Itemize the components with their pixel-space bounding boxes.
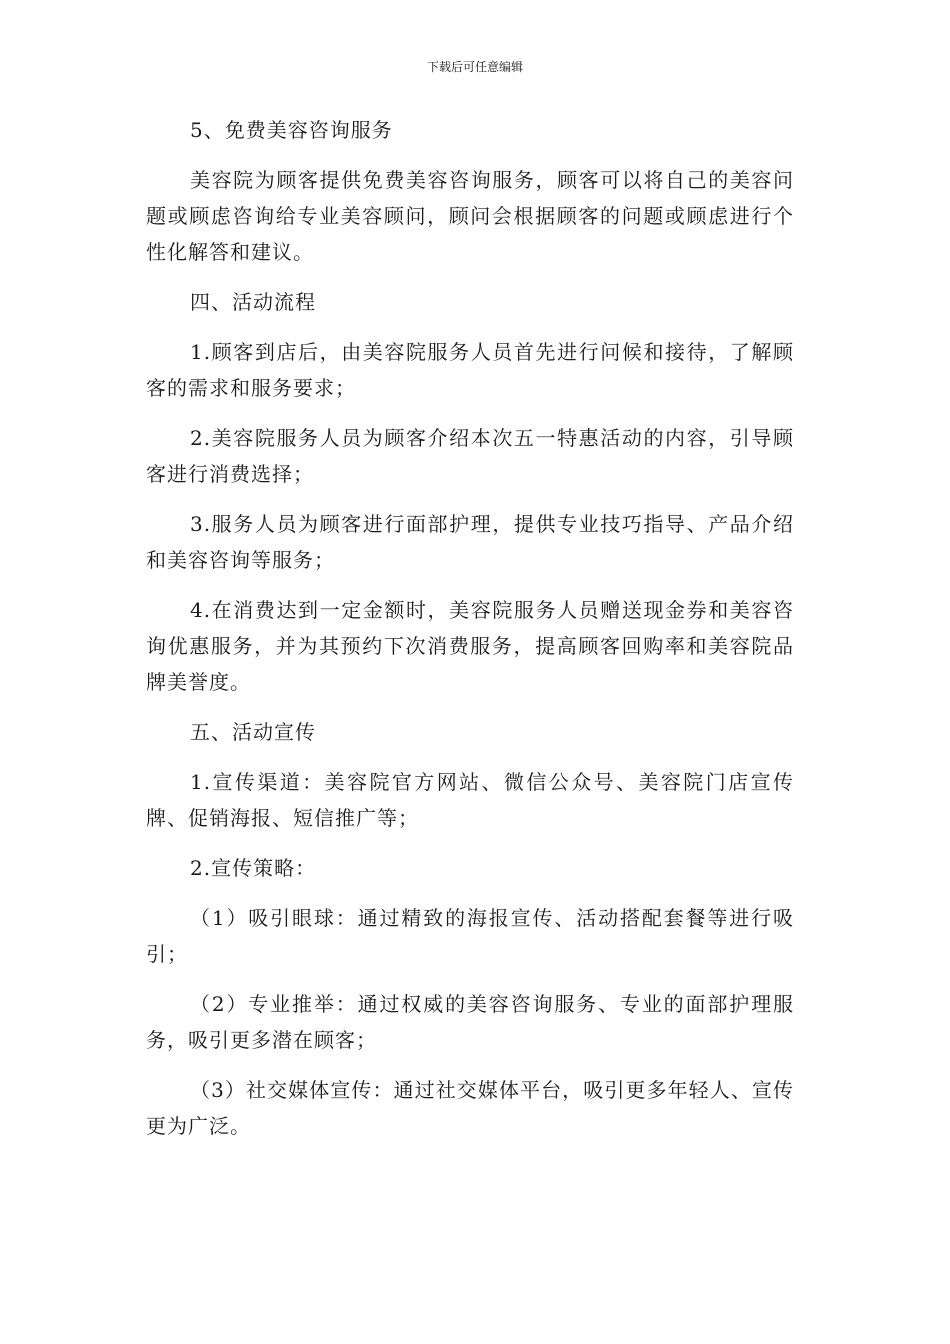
list-item: 1.顾客到店后，由美容院服务人员首先进行问候和接待，了解顾客的需求和服务要求；: [146, 340, 794, 400]
section-heading: 5、免费美容咨询服务: [190, 118, 393, 142]
list-item: 1.宣传渠道：美容院官方网站、微信公众号、美容院门店宣传牌、促销海报、短信推广等；: [146, 770, 794, 830]
list-item: 3.服务人员为顾客进行面部护理，提供专业技巧指导、产品介绍和美容咨询等服务；: [146, 512, 794, 572]
sub-list-item: （3）社交媒体宣传：通过社交媒体平台，吸引更多年轻人、宣传更为广泛。: [146, 1078, 794, 1138]
sub-list-item: （2）专业推举：通过权威的美容咨询服务、专业的面部护理服务，吸引更多潜在顾客；: [146, 992, 794, 1052]
section-heading: 五、活动宣传: [190, 720, 316, 744]
paragraph: 美容院为顾客提供免费美容咨询服务，顾客可以将自己的美容问题或顾虑咨询给专业美容顾问，顾问会根据顾客的问题或顾虑进行个性化解答和建议。: [146, 168, 794, 264]
document-body: [146, 112, 794, 1144]
list-item: 2.美容院服务人员为顾客介绍本次五一特惠活动的内容，引导顾客进行消费选择；: [146, 426, 794, 486]
list-item: 2.宣传策略：: [190, 856, 317, 880]
list-item: 4.在消费达到一定金额时，美容院服务人员赠送现金券和美容咨询优惠服务，并为其预约下次消费服务，提高顾客回购率和美容院品牌美誉度。: [146, 598, 794, 694]
section-heading: 四、活动流程: [190, 290, 316, 314]
page-header: 下载后可任意编辑: [426, 60, 523, 74]
sub-list-item: （1）吸引眼球：通过精致的海报宣传、活动搭配套餐等进行吸引；: [146, 906, 794, 966]
